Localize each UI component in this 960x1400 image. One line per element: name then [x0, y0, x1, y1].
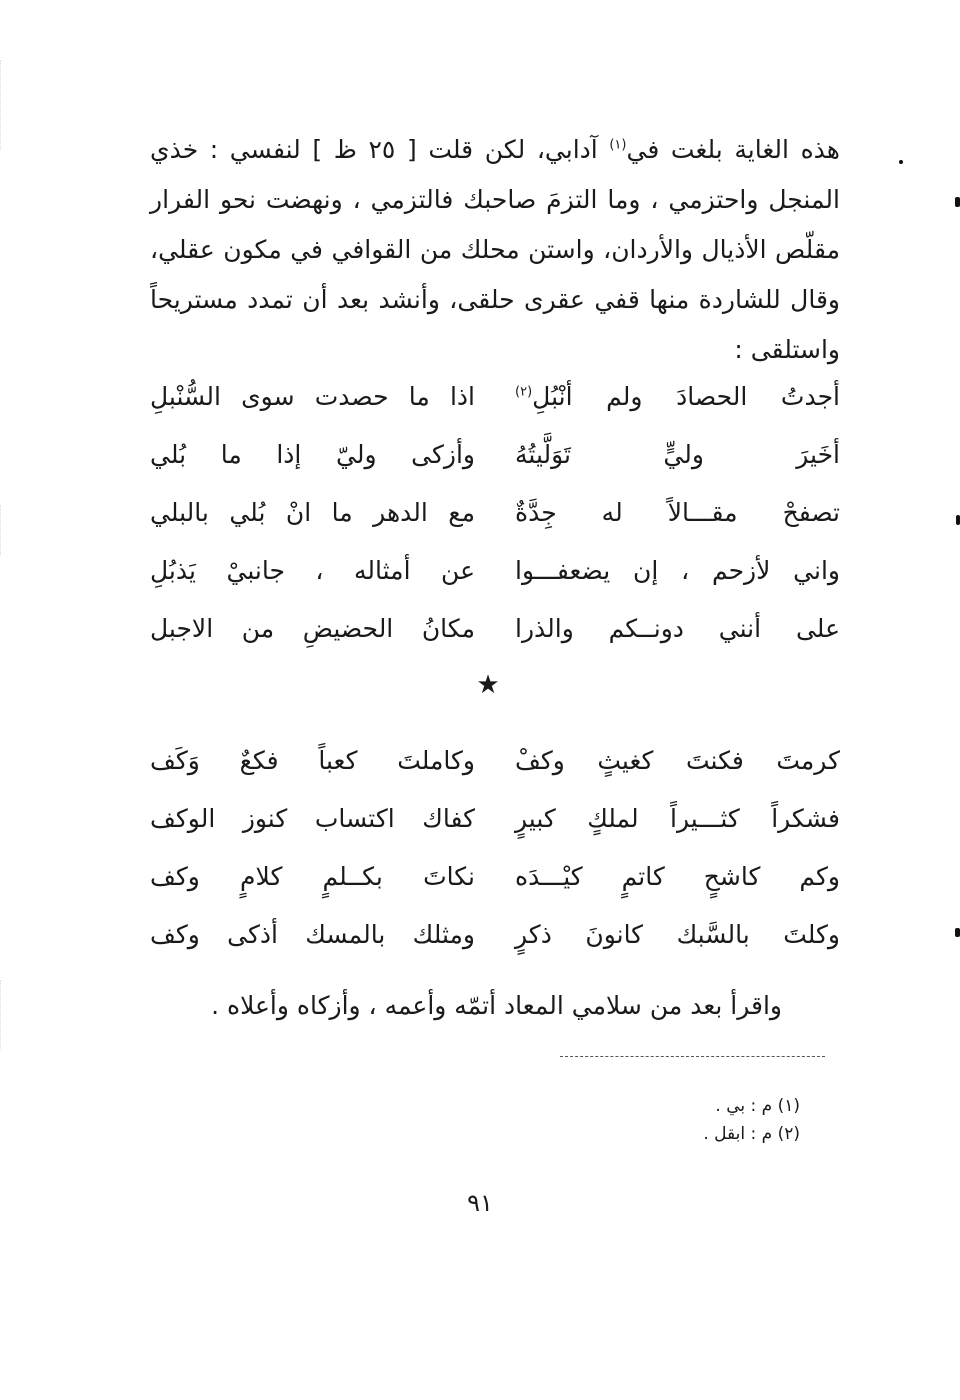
verse-hemistich-right: على أنني دونــكم والذرا — [515, 614, 840, 643]
footnote-divider — [560, 1056, 825, 1057]
verse-row — [150, 790, 840, 848]
verse-hemistich-left: كفاك اكتساب كنوز الوكف — [150, 804, 475, 833]
footnote-2: (٢) م : ابقل . — [703, 1124, 800, 1144]
verse-hemistich-left: مع الدهر ما انْ بُلي بالبلي — [150, 498, 475, 527]
scan-dot — [955, 928, 960, 937]
verse-hemistich-left: ومثلك بالمسك أذكى وكف — [150, 920, 475, 949]
scan-margin-left-top — [0, 60, 25, 150]
verse-hemistich-left: وكاملتَ كعباً فكعٌ وَكَف — [150, 746, 475, 775]
footnote-ref-1: (١) — [609, 137, 627, 153]
verse-hemistich-right: وكم كاشحٍ كاتمٍ كيْـــدَه — [515, 862, 840, 891]
poem-second — [150, 732, 840, 964]
verse-row — [150, 906, 840, 964]
prose-paragraph — [150, 125, 840, 375]
verse-hemistich-right: أخَيرَ وليٍّ تَوَلَّيتُهُ — [515, 440, 840, 469]
star-separator-icon: ★ — [476, 670, 500, 700]
verse-hemistich-left: اذا ما حصدت سوى السُّنْبلِ — [150, 382, 475, 411]
verse-row — [150, 368, 840, 426]
verse-hemistich-left: نكاتَ بكــلمٍ كلامٍ وكف — [150, 862, 475, 891]
verse-row — [150, 732, 840, 790]
verse-row — [150, 848, 840, 906]
verse-hemistich-right: واني لأزحم ، إن يضعفـــوا — [515, 556, 840, 585]
verse-hemistich-right: كرمتَ فكنتَ كغيثٍ وكفْ — [515, 746, 840, 775]
verse-hemistich-left: مكانُ الحضيضِ من الاجبل — [150, 614, 475, 643]
verse-row — [150, 426, 840, 484]
prose-text-start: هذه الغاية بلغت في — [626, 135, 840, 164]
closing-line: واقرأ بعد من سلامي المعاد أتمّه وأعمه ، وأزكاه وأعلاه . — [211, 991, 782, 1020]
verse-row — [150, 484, 840, 542]
verse-hemistich-right: وكلتَ بالسَّبك كانونَ ذكرٍ — [515, 920, 840, 949]
verse-hemistich-left: عن أمثاله ، جانبيْ يَذبُلِ — [150, 556, 475, 585]
page-number: ٩١ — [467, 1189, 493, 1217]
hemistich-text: أجدتُ الحصادَ ولم أنْبُلِ — [532, 382, 840, 411]
footnote-ref-2: (٢) — [515, 384, 533, 400]
footnotes — [560, 1092, 800, 1148]
verse-hemistich-right: تصفحْ مقـــالاً له جِدَّةٌ — [515, 498, 840, 527]
scan-margin-left-bottom — [0, 980, 25, 1050]
verse-hemistich-right: فشكراً كثـــيراً لملكٍ كبيرٍ — [515, 804, 840, 833]
scan-dot — [955, 197, 960, 207]
poem-first — [150, 368, 840, 658]
footnote-1: (١) م : بي . — [715, 1096, 800, 1116]
verse-hemistich-left: وأزكى وليّ إذا ما بُلي — [150, 440, 475, 469]
scan-dot — [956, 515, 960, 525]
scan-dot — [899, 160, 903, 164]
scan-margin-left-middle — [0, 505, 25, 555]
verse-hemistich-right — [515, 368, 840, 426]
prose-text-rest: آدابي، لكن قلت [ ٢٥ ظ ] لنفسي : خذي المنجل واحتزمي ، وما التزمَ صاحبك فالتزمي ، ونهضت نحو الفرار مقلّص الأذيال والأردان، واستن محلك من القوافي في مكون عقلي، وقال للشاردة منها قفي عقرى حلقى، وأنشد بعد أن تمدد مستريحاً واستلقى : — [150, 135, 840, 364]
verse-row — [150, 542, 840, 600]
verse-row — [150, 600, 840, 658]
